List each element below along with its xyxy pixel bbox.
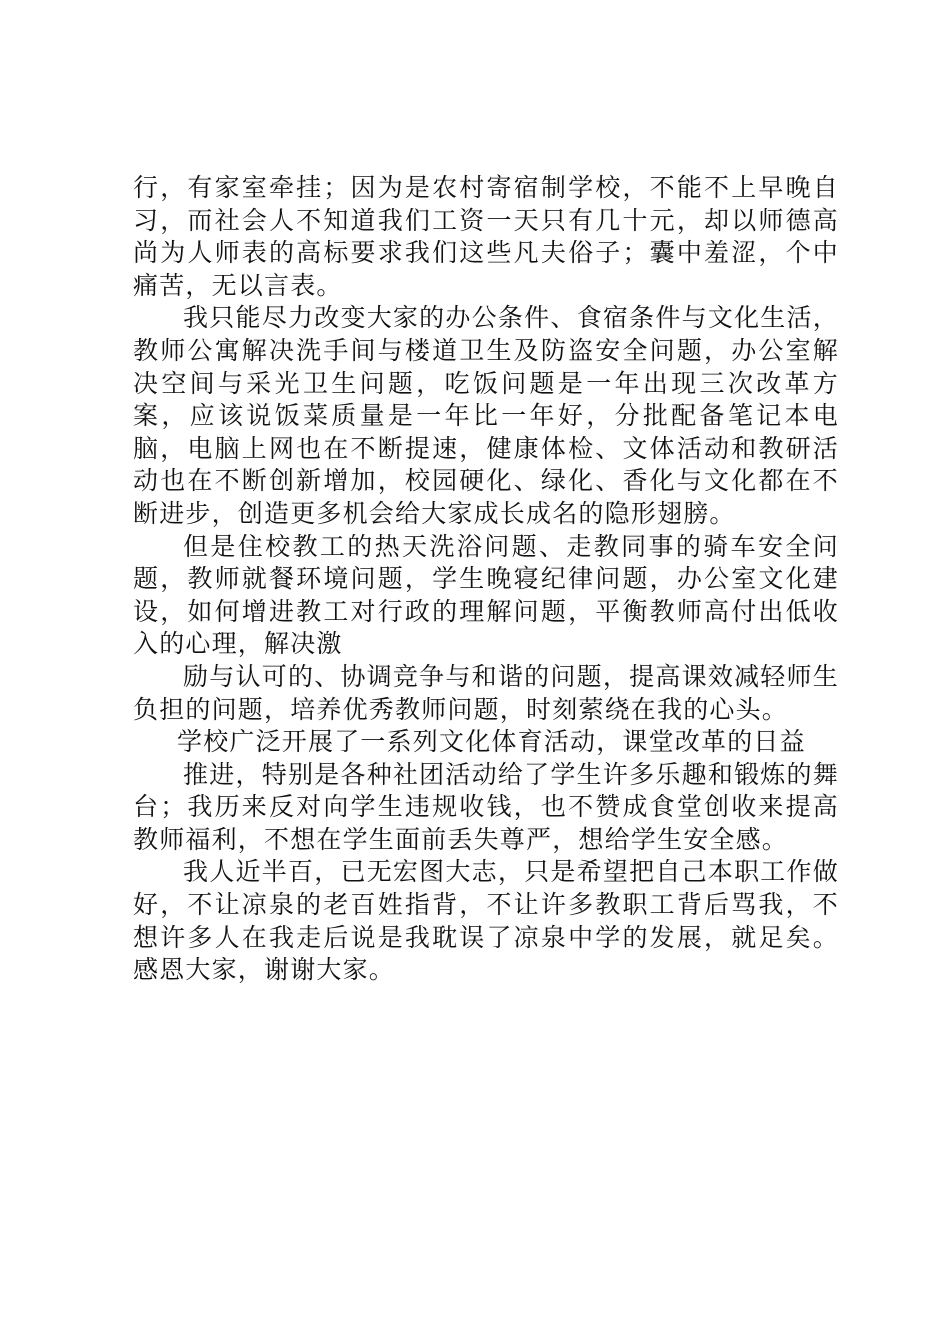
paragraph-6: 推进，特别是各种社团活动给了学生许多乐趣和锻炼的舞台；我历来反对向学生违规收钱，也不赞成食堂创收来提高教师福利，不想在学生面前丢失尊严，想给学生安全感。: [133, 759, 839, 854]
document-body: [133, 172, 839, 987]
paragraph-7: 我人近半百，已无宏图大志，只是希望把自己本职工作做好，不让凉泉的老百姓指背，不让许多教职工背后骂我，不想许多人在我走后说是我耽误了凉泉中学的发展，就足矣。感恩大家，谢谢大家。: [133, 857, 839, 985]
paragraph-1: 行，有家室牵挂；因为是农村寄宿制学校，不能不上早晚自习，而社会人不知道我们工资一天只有几十元，却以师德高尚为人师表的高标要求我们这些凡夫俗子；囊中羞涩，个中痛苦，无以言表。: [133, 173, 839, 300]
paragraph-5: 学校广泛开展了一系列文化体育活动，课堂改革的日益: [177, 727, 806, 757]
paragraph-3: 但是住校教工的热天洗浴问题、走教同事的骑车安全问题，教师就餐环境问题，学生晚寝纪律问题，办公室文化建设，如何增进教工对行政的理解问题，平衡教师高付出低收入的心理，解决激: [133, 531, 839, 659]
paragraph-4: 励与认可的、协调竞争与和谐的问题，提高课效减轻师生负担的问题，培养优秀教师问题，时刻萦绕在我的心头。: [133, 661, 839, 724]
paragraph-2: 我只能尽力改变大家的办公条件、食宿条件与文化生活，教师公寓解决洗手间与楼道卫生及防盗安全问题，办公室解决空间与采光卫生问题，吃饭问题是一年出现三次改革方案，应该说饭菜质量是一年比一年好，分批配备笔记本电脑，电脑上网也在不断提速，健康体检、文体活动和教研活动也在不断创新增加，校园硬化、绿化、香化与文化都在不断进步，创造更多机会给大家成长成名的隐形翅膀。: [133, 303, 839, 528]
